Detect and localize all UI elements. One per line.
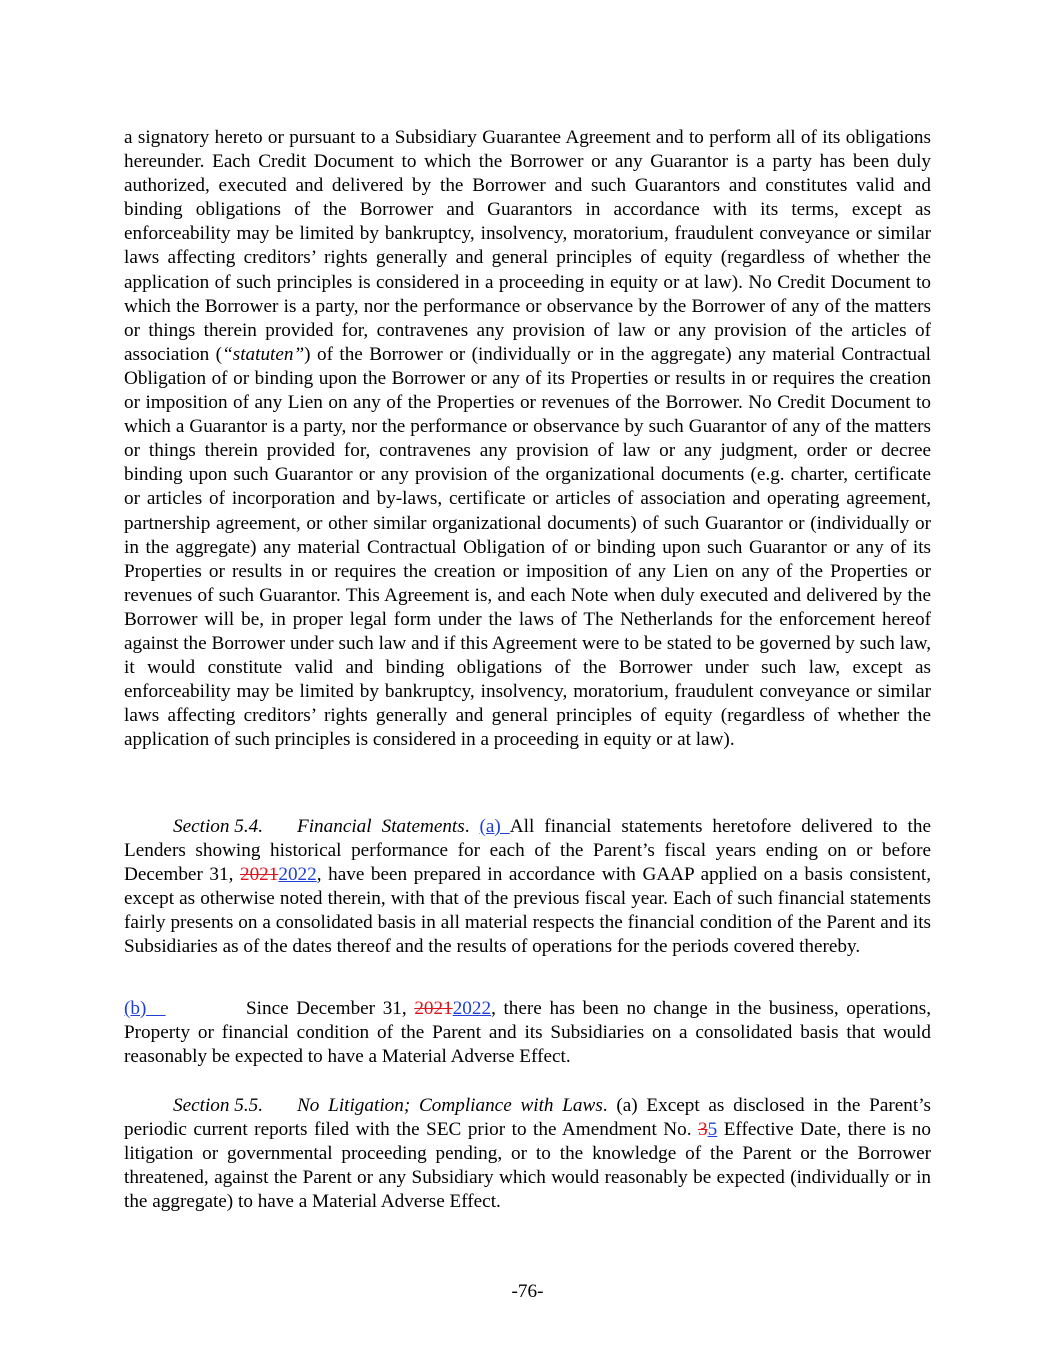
paragraph-text: , have been prepared in accordance with GAAP applied on a basis consistent, except as otherwise noted therein, with that of the previous fiscal year. Each of such financial statements fairly presents on a consolidated basis in all material respects the financial condition of the Parent and its Subsidiaries as of the dates thereof and the results of operations for the periods covered thereby.: [124, 864, 931, 958]
section-number: Section 5.4.: [173, 816, 264, 837]
italic-term-statuten: “statuten”: [222, 343, 305, 365]
section-title-punct: .: [464, 816, 480, 837]
paragraph-text: , there has been no change in the business, operations, Property or financial condition of the Parent and its Subsidiaries on a consolidated basis that would reasonably be expected to have a Material Adverse Effect.: [124, 998, 932, 1068]
deletion-mark: 3: [698, 1119, 708, 1141]
page-number: -76-: [511, 1281, 544, 1302]
insertion-mark: 5: [707, 1119, 718, 1141]
paragraph-text: . (a) Except as disclosed in the Parent’s periodic current reports filed with the SEC prior to the Amendment No.: [124, 1095, 931, 1141]
paragraph-text: a signatory hereto or pursuant to a Subsidiary Guarantee Agreement and to perform all of its obligations hereunder. Each Credit Document to which the Borrower or any Guarantor is a party has been duly authorized, executed and delivered by the Borrower and such Guarantors and constitutes valid and binding obligations of the Borrower and Guarantors in accordance with its terms, except as enforceability may be limited by bankruptcy, insolvency, moratorium, fraudulent conveyance or similar laws affecting creditors’ rights generally and general principles of equity (regardless of whether the application of such principles is considered in a proceeding in equity or at law). No Credit Document to which the Borrower is a party, nor the performance or observance by the Borrower of any of the matters or things therein provided for, contravenes any provision of law or any provision of the articles of association (: [124, 127, 931, 365]
deletion-mark: 2021: [239, 864, 279, 886]
insertion-mark: (b): [124, 998, 166, 1019]
section-number: Section 5.5.: [173, 1095, 264, 1116]
section-title: Financial Statements: [297, 816, 465, 837]
paragraph-text: ) of the Borrower or (individually or in the aggregate) any material Contractual Obligation of or binding upon the Borrower or any of its Properties or results in or requires the creation or imposition of any Lien on any of the Properties or revenues of the Borrower. No Credit Document to which a Guarantor is a party, nor the performance or observance by such Guarantor of any of the matters or things therein provided for, contravenes any provision of law or any judgment, order or decree binding upon such Guarantor or any provision of the organizational documents (e.g. charter, certificate or articles of incorporation and by-laws, certificate or articles of association and operating agreement, partnership agreement, or other similar organizational documents) of such Guarantor or (individually or in the aggregate) any material Contractual Obligation of or binding upon such Guarantor or any of its Properties or results in or requires the creation or imposition of any Lien on any of the Properties or revenues of such Guarantor. This Agreement is, and each Note when duly executed and delivered by the Borrower will be, in proper legal form under the laws of The Netherlands for the enforcement hereof against the Borrower under such law and if this Agreement were to be stated to be governed by such law, it would constitute valid and binding obligations of the Borrower under such law, except as enforceability may be limited by bankruptcy, insolvency, moratorium, fraudulent conveyance or similar laws affecting creditors’ rights generally and general principles of equity (regardless of whether the application of such principles is considered in a proceeding in equity or at law).: [124, 343, 931, 751]
section-5-4-b-paragraph: [124, 997, 931, 1069]
deletion-mark: 2021: [414, 998, 453, 1019]
insertion-mark: 2022: [452, 998, 492, 1019]
insertion-mark: (a): [479, 816, 510, 837]
section-5-4-paragraph: [124, 815, 931, 960]
paragraph-representations-continued: [124, 126, 931, 752]
paragraph-text: Effective Date, there is no litigation or governmental proceeding pending, or to the knowledge of the Parent or the Borrower threatened, against the Parent or any Subsidiary which would reasonably be expected (individually or in the aggregate) to have a Material Adverse Effect.: [124, 1119, 931, 1213]
section-title: No Litigation; Compliance with Laws: [297, 1095, 603, 1116]
section-5-5-paragraph: [124, 1094, 931, 1214]
paragraph-text: Since December 31,: [246, 998, 415, 1019]
insertion-mark: 2022: [278, 864, 317, 886]
paragraph-text: All financial statements heretofore delivered to the Lenders showing historical performance for each of the Parent’s fiscal years ending on or before December 31,: [124, 816, 931, 886]
